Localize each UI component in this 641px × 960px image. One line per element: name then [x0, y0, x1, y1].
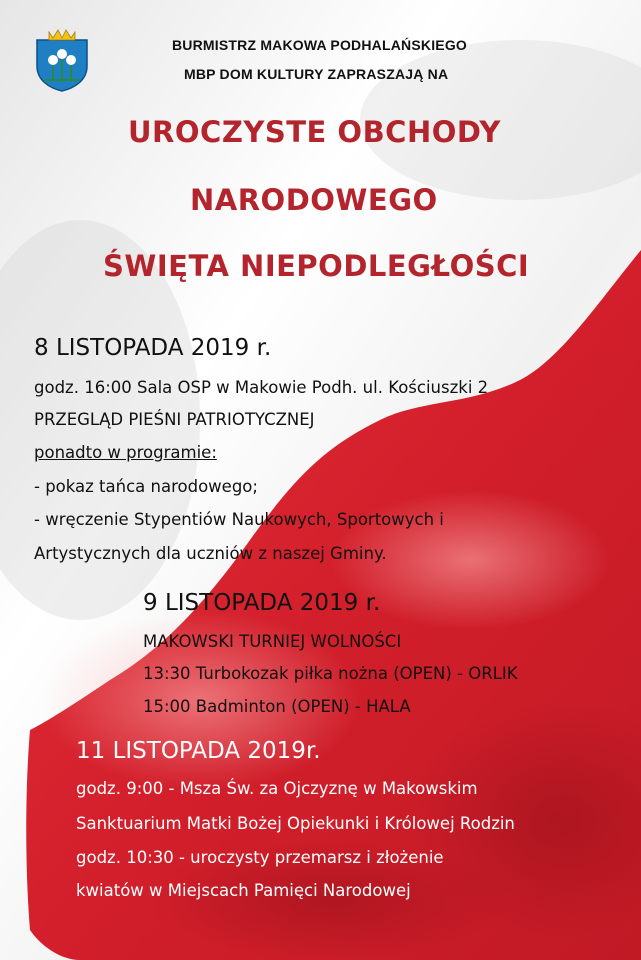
day3-line-3: godz. 10:30 - uroczysty przemarsz i złożenie: [76, 848, 444, 867]
title-line-3: ŚWIĘTA NIEPODLEGŁOŚCI: [103, 249, 530, 283]
day2-line-1: MAKOWSKI TURNIEJ WOLNOŚCI: [143, 632, 402, 651]
day3-date: 11 LISTOPADA 2019r.: [76, 738, 321, 764]
day1-line-5: - wręczenie Stypentiów Naukowych, Sportowych i: [34, 510, 444, 529]
day3-line-4: kwiatów w Miejscach Pamięci Narodowej: [76, 881, 411, 900]
day1-line-4: - pokaz tańca narodowego;: [34, 477, 258, 496]
day3-line-1: godz. 9:00 - Msza Św. za Ojczyznę w Makowskim: [76, 779, 478, 798]
title-line-1: UROCZYSTE OBCHODY: [128, 115, 501, 149]
header-line-1: BURMISTRZ MAKOWA PODHALAŃSKIEGO: [172, 37, 468, 53]
title-line-2: NARODOWEGO: [190, 183, 438, 217]
day1-line-1: godz. 16:00 Sala OSP w Makowie Podh. ul. Kościuszki 2: [34, 378, 489, 397]
day1-line-6: Artystycznych dla uczniów z naszej Gminy.: [34, 544, 387, 563]
day2-line-2: 13:30 Turbokozak piłka nożna (OPEN) - ORLIK: [143, 664, 518, 683]
day3-line-2: Sanktuarium Matki Bożej Opiekunki i Królowej Rodzin: [76, 814, 515, 833]
day2-line-3: 15:00 Badminton (OPEN) - HALA: [143, 697, 411, 716]
day1-date: 8 LISTOPADA 2019 r.: [34, 335, 272, 361]
day2-date: 9 LISTOPADA 2019 r.: [143, 590, 381, 616]
header-line-2: MBP DOM KULTURY ZAPRASZAJĄ NA: [184, 66, 449, 82]
day1-line-2: PRZEGLĄD PIEŚNI PATRIOTYCZNEJ: [34, 410, 315, 429]
coat-of-arms-icon: [33, 28, 91, 92]
day1-line-3: ponadto w programie:: [34, 443, 217, 462]
